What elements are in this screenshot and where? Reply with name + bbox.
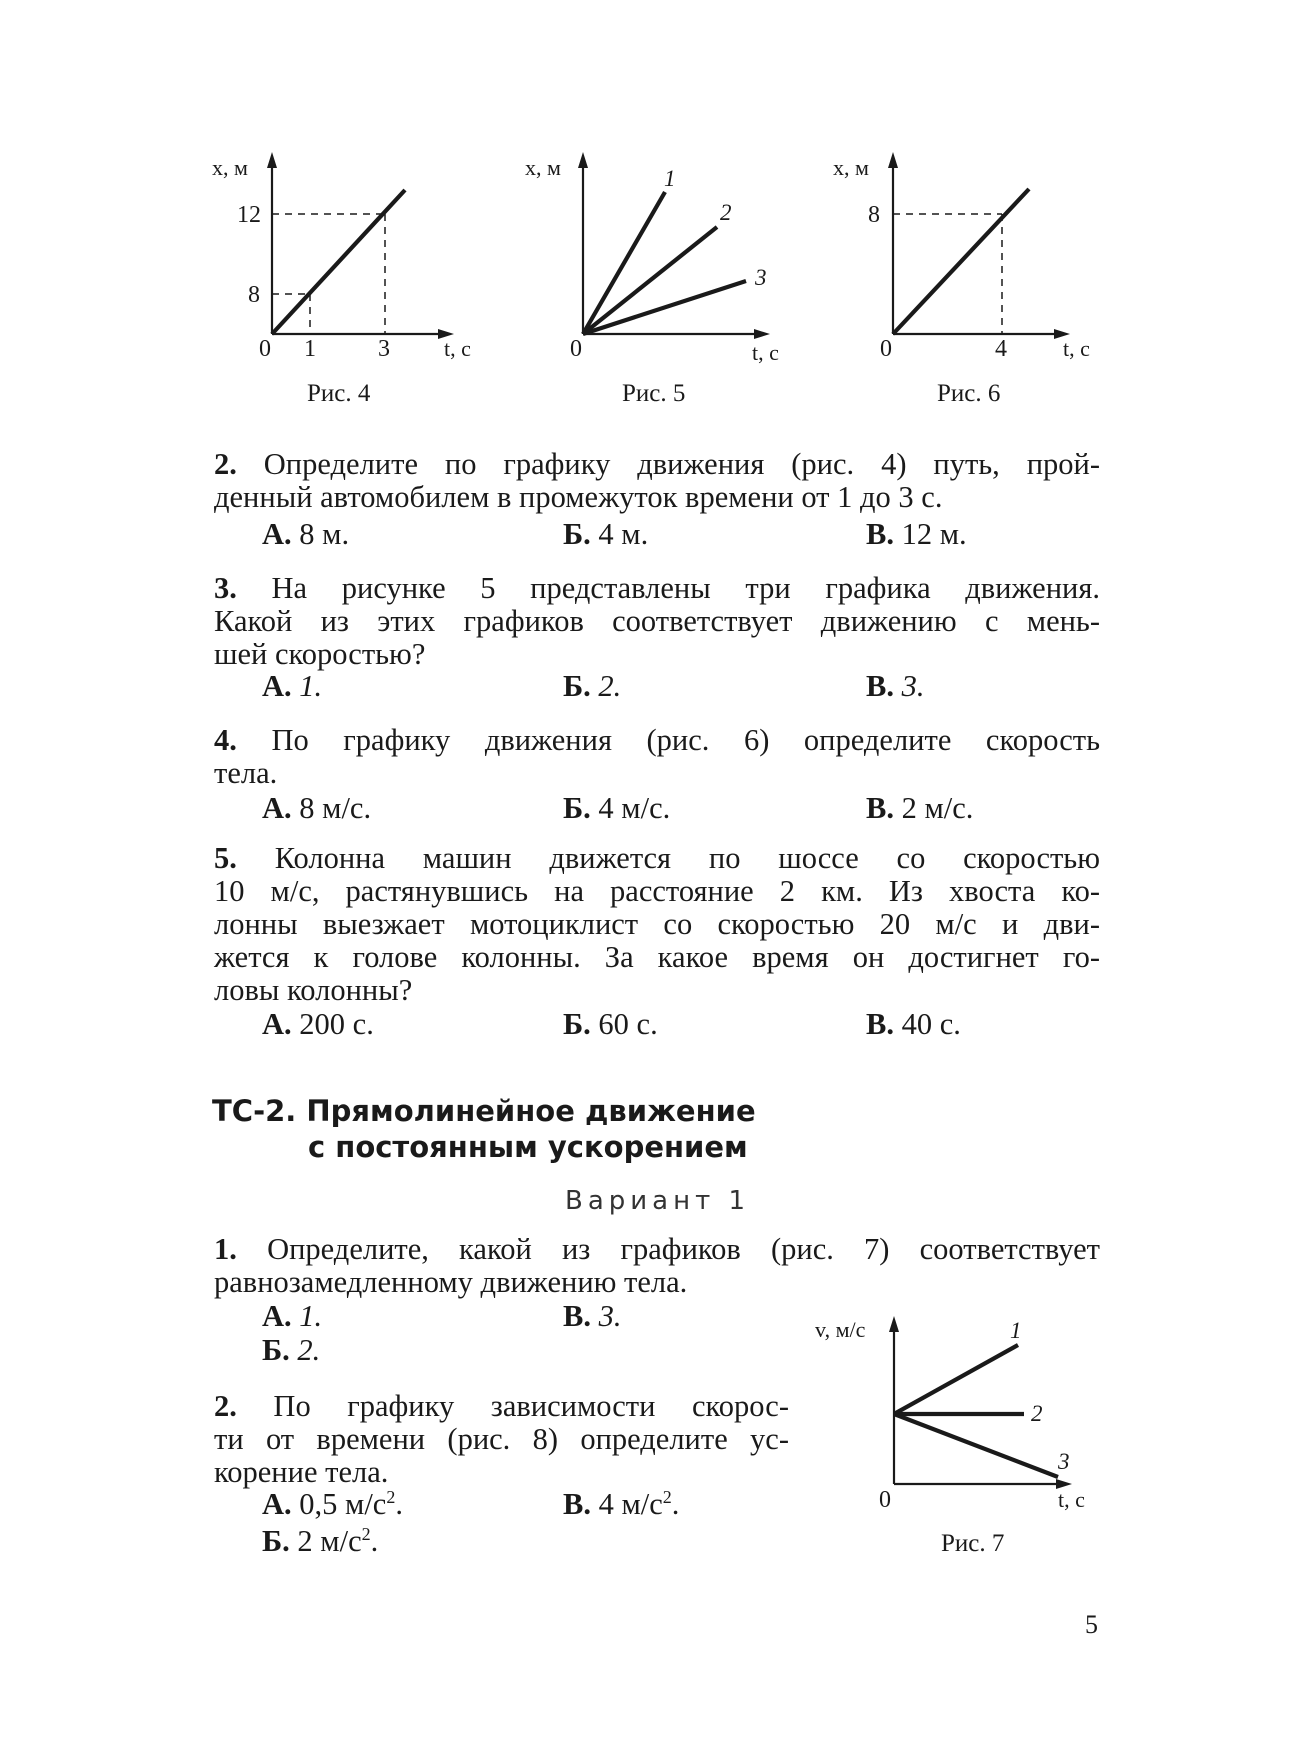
section-title-line-2: с постоянным ускорением [308, 1130, 748, 1164]
question-4-number: 4. [214, 723, 237, 757]
fig6-x-tick-4: 4 [995, 336, 1007, 362]
fig7-x-label: t, с [1058, 1487, 1085, 1512]
fig5-line-3-label: 3 [755, 265, 767, 290]
section-question-2-line-2: ти от времени (рис. 8) определите ус- [214, 1422, 789, 1456]
q5-answer-v[interactable]: В. 40 с. [866, 1007, 961, 1041]
question-5-line-2: 10 м/с, растянувшись на расстояние 2 км. Из хвоста ко- [214, 874, 1100, 908]
q2-answer-v[interactable]: В. 12 м. [866, 517, 967, 551]
question-5-line-5: ловы колонны? [214, 973, 413, 1007]
fig7-line-2-label: 2 [1031, 1401, 1043, 1426]
sq2-answer-v[interactable]: В. 4 $м/с^2$. [563, 1487, 680, 1522]
section-question-2-line-3: корение тела. [214, 1455, 389, 1489]
section-question-1-number: 1. [214, 1232, 237, 1266]
sq1-answer-b[interactable]: Б. 2. [262, 1333, 321, 1367]
question-5-number: 5. [214, 841, 237, 875]
question-4-line-1: По графику движения (рис. 6) определите скорость [271, 723, 1101, 757]
fig5-y-label: x, м [525, 155, 561, 180]
sq1-answer-v[interactable]: В. 3. [563, 1299, 622, 1333]
fig4-x-tick-3: 3 [378, 336, 390, 362]
fig4-y-tick-8: 8 [248, 282, 260, 308]
fig7-y-arrow [889, 1316, 899, 1332]
q2-answer-b[interactable]: Б. 4 м. [563, 517, 649, 551]
q4-answer-b[interactable]: Б. 4 м/с. [563, 791, 671, 825]
question-3-number: 3. [214, 571, 237, 605]
question-3-line-2: Какой из этих графиков соответствует движению с мень- [214, 604, 1100, 638]
fig7-line-1 [894, 1345, 1018, 1414]
sq2-answer-b[interactable]: Б. 2 $м/с^2$. [262, 1524, 379, 1559]
q3-answer-b[interactable]: Б. 2. [563, 669, 622, 703]
q5-answer-b[interactable]: Б. 60 с. [563, 1007, 658, 1041]
fig5-origin: 0 [570, 336, 582, 362]
section-question-1-line-1: Определите, какой из графиков (рис. 7) соответствует [267, 1232, 1100, 1266]
q5-answer-a[interactable]: А. 200 с. [262, 1007, 374, 1041]
q3-answer-v[interactable]: В. 3. [866, 669, 925, 703]
fig5-x-label: t, с [752, 340, 779, 365]
q2-answer-a[interactable]: А. 8 м. [262, 517, 350, 551]
question-2-line-1: Определите по графику движения (рис. 4) путь, прой- [263, 447, 1101, 481]
question-5-line-4: жется к голове колонны. За какое время он достигнет го- [214, 940, 1100, 974]
fig5-line-1-label: 1 [664, 166, 676, 191]
question-2-number: 2. [214, 447, 237, 481]
page-number: 5 [1085, 1610, 1098, 1639]
fig7-y-label: v, м/с [815, 1317, 866, 1342]
fig6-caption: Рис. 6 [937, 380, 1001, 407]
variant-label: Вариант 1 [565, 1186, 751, 1216]
sq2-answer-a[interactable]: А. 0,5 $м/с^2$. [262, 1487, 403, 1522]
question-5-line-3: лонны выезжает мотоциклист со скоростью 20 м/с и дви- [214, 907, 1100, 941]
fig5-caption: Рис. 5 [622, 380, 686, 407]
fig4-x-tick-1: 1 [304, 336, 316, 362]
section-question-2-number: 2. [214, 1389, 237, 1423]
section-title-line-1: ТС-2. Прямолинейное движение [212, 1094, 756, 1128]
question-3-line-3: шей скоростью? [214, 637, 426, 671]
q3-answer-a[interactable]: А. 1. [262, 669, 323, 703]
fig7-line-1-label: 1 [1010, 1318, 1022, 1343]
q4-answer-v[interactable]: В. 2 м/с. [866, 791, 974, 825]
section-question-1-line-2: равнозамедленному движению тела. [214, 1265, 688, 1299]
fig7-origin: 0 [879, 1487, 891, 1513]
question-2-line-2: денный автомобилем в промежуток времени от 1 до 3 с. [214, 480, 943, 514]
fig7-caption: Рис. 7 [941, 1530, 1005, 1557]
fig4-origin: 0 [259, 336, 271, 362]
question-4-line-2: тела. [214, 756, 278, 790]
fig6-origin: 0 [880, 336, 892, 362]
question-5-line-1: Колонна машин движется по шоссе со скоростью [274, 841, 1100, 875]
fig6-y-tick-8: 8 [868, 202, 880, 228]
fig4-y-tick-12: 12 [237, 202, 261, 228]
fig4-caption: Рис. 4 [307, 380, 371, 407]
fig4-y-label: x, м [212, 155, 248, 180]
section-question-2-line-1: По графику зависимости скорос- [273, 1389, 789, 1423]
q4-answer-a[interactable]: А. 8 м/с. [262, 791, 372, 825]
fig6-x-label: t, с [1063, 336, 1090, 361]
question-3-line-1: На рисунке 5 представлены три графика движения. [271, 571, 1101, 605]
fig5-line-2-label: 2 [720, 200, 732, 225]
fig4-x-label: t, с [444, 336, 471, 361]
fig7-line-3-label: 3 [1058, 1449, 1070, 1474]
sq1-answer-a[interactable]: А. 1. [262, 1299, 323, 1333]
fig6-y-label: x, м [833, 155, 869, 180]
